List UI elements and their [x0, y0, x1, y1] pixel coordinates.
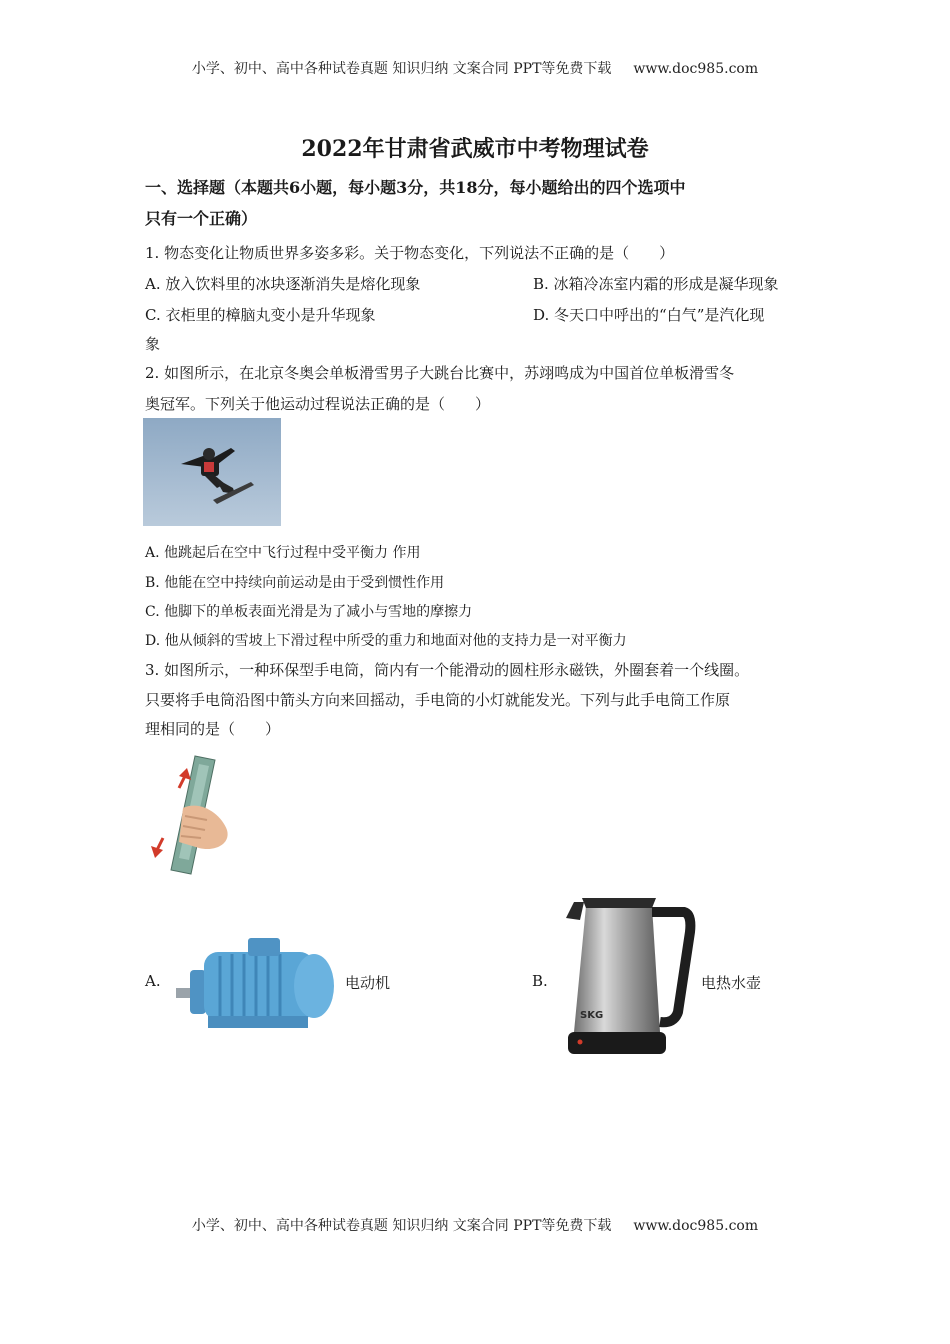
footer-url[interactable]: www.doc985.com: [633, 1218, 759, 1234]
q1-option-a: A. 放入饮料里的冰块逐渐消失是熔化现象: [145, 275, 421, 293]
q2-option-c: C. 他脚下的单板表面光滑是为了减小与雪地的摩擦力: [145, 604, 473, 620]
q1-option-c: C. 衣柜里的樟脑丸变小是升华现象: [145, 306, 376, 324]
header-url[interactable]: www.doc985.com: [633, 61, 759, 77]
q3-option-a-label: 电动机: [345, 974, 391, 992]
q3-option-b-label: 电热水壶: [701, 974, 762, 992]
q1-option-d-cont: 象: [145, 335, 161, 353]
flashlight-image: [143, 750, 243, 880]
q2-stem-line2: 奥冠军。下列关于他运动过程说法正确的是（ ）: [145, 395, 491, 413]
section-heading-line2: 只有一个正确）: [145, 209, 258, 228]
q3-stem-line3: 理相同的是（ ）: [145, 720, 281, 738]
q2-stem-line1: 2. 如图所示，在北京冬奥会单板滑雪男子大跳台比赛中，苏翊鸣成为中国首位单板滑雪冬: [145, 364, 735, 382]
header-text: 小学、初中、高中各种试卷真题 知识归纳 文案合同 PPT等免费下载: [191, 61, 612, 77]
section-heading: [145, 172, 815, 234]
q1-option-b: B. 冰箱冷冻室内霜的形成是凝华现象: [533, 275, 779, 293]
kettle-brand-logo: SKG: [580, 1010, 604, 1021]
snowboarder-image: [143, 418, 281, 526]
page-footer: [0, 1215, 950, 1235]
q2-option-d: D. 他从倾斜的雪坡上下滑过程中所受的重力和地面对他的支持力是一对平衡力: [145, 633, 627, 649]
q1-stem: 1. 物态变化让物质世界多姿多彩。关于物态变化，下列说法不正确的是（ ）: [145, 244, 675, 262]
footer-text: 小学、初中、高中各种试卷真题 知识归纳 文案合同 PPT等免费下载: [191, 1218, 612, 1234]
electric-kettle-image: [556, 892, 696, 1062]
q2-option-b: B. 他能在空中持续向前运动是由于受到惯性作用: [145, 575, 445, 591]
arrow-down-icon: [151, 838, 163, 858]
section-heading-line1: 一、选择题（本题共6小题，每小题3分，共18分，每小题给出的四个选项中: [145, 178, 686, 197]
q1-option-d: D. 冬天口中呼出的“白气”是汽化现: [533, 306, 765, 324]
q2-option-a: A. 他跳起后在空中飞行过程中受平衡力 作用: [145, 545, 421, 561]
q3-option-a-letter: A.: [145, 972, 161, 990]
page-header: [0, 58, 950, 78]
electric-motor-image: [168, 930, 340, 1035]
page-title: 2022年甘肃省武威市中考物理试卷: [301, 136, 649, 162]
q3-option-b-letter: B.: [532, 972, 548, 990]
q3-stem-line1: 3. 如图所示，一种环保型手电筒，筒内有一个能滑动的圆柱形永磁铁，外圈套着一个线圈。: [145, 661, 750, 679]
q3-stem-line2: 只要将手电筒沿图中箭头方向来回摇动，手电筒的小灯就能发光。下列与此手电筒工作原: [145, 691, 731, 709]
